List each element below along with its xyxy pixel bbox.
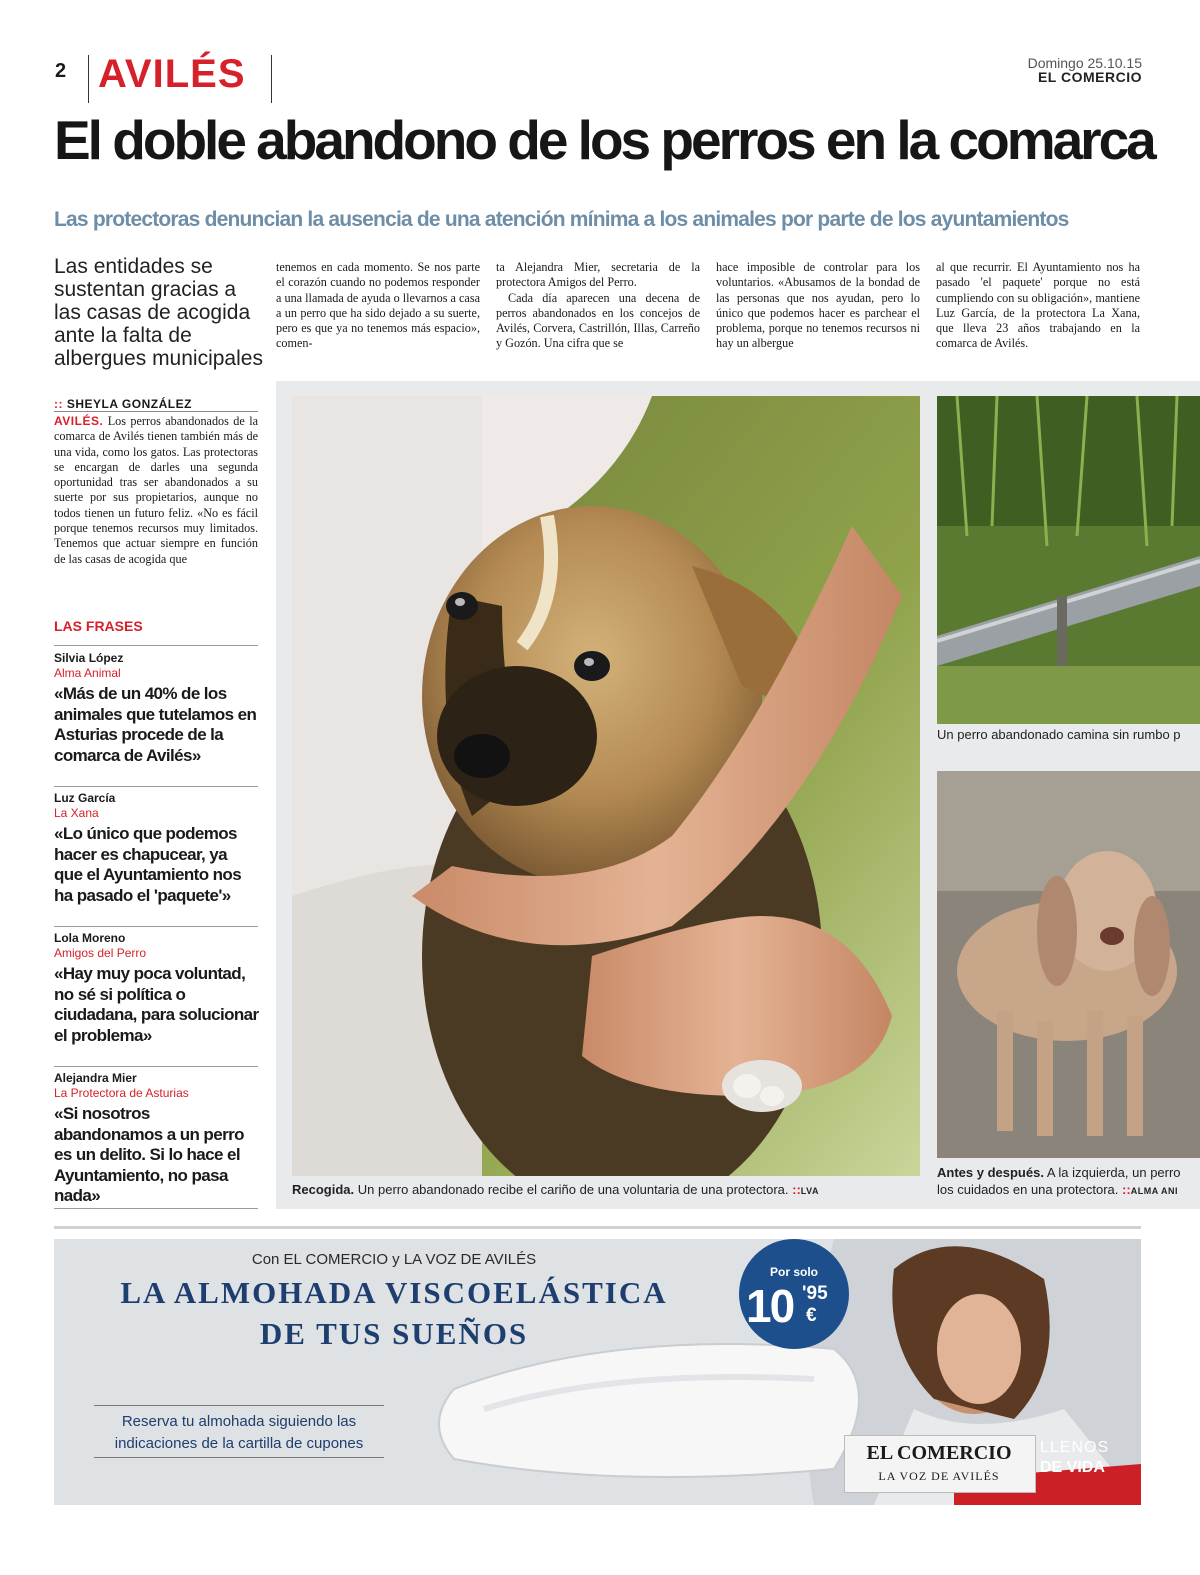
quote-rule: [54, 645, 258, 646]
ad-title-line1: LA ALMOHADA VISCOELÁSTICA: [120, 1275, 668, 1310]
byline-author: SHEYLA GONZÁLEZ: [66, 397, 192, 411]
headline: El doble abandono de los perros en la comarca: [54, 109, 1154, 171]
byline-rule: [54, 411, 258, 412]
ad-separator: [54, 1226, 1141, 1229]
quote-author: Lola Moreno: [54, 931, 126, 945]
quote-author: Alejandra Mier: [54, 1071, 137, 1085]
photo-caption-bottom-2: [937, 1182, 1200, 1197]
body-text: ta Alejandra Mier, secretaria de la protectora Amigos del Perro.: [496, 260, 700, 290]
main-photo-puppy: [292, 396, 920, 1176]
ad-slogan-line1: LLENOS: [1040, 1439, 1110, 1456]
quote-text: «Hay muy poca voluntad, no sé si política o ciudadana, para solucionar el problema»: [54, 964, 259, 1045]
ad-price-integer: 10: [746, 1280, 794, 1332]
body-text: hace imposible de controlar para los voluntarios. «Abusamos de la bondad de las personas que nos ayudan, pero lo único que podemos hacer es parchear el problema, porque no tenemos recursos ni hay un albergue: [716, 260, 920, 351]
body-text: tenemos en cada momento. Se nos parte el corazón cuando no podemos responder a una llamada de ayuda o llevarnos a casa a un perro que ha sido dejado a su suerte, pero es que ya no tenemos más espacio», comen-: [276, 260, 480, 351]
pillow-advertisement: [54, 1239, 1141, 1505]
caption-title: Recogida.: [292, 1182, 355, 1197]
photo-credit: ALMA ANI: [1130, 1186, 1179, 1196]
quote-organization: La Xana: [54, 806, 99, 820]
quote-author: Silvia López: [54, 651, 124, 665]
body-text: al que recurrir. El Ayuntamiento nos ha pasado 'el paquete' porque no está cumpliendo con su obligación», mantiene Luz García, de la protectora La Xana, que lleva 23 años trabajando en la comarca de Avilés.: [936, 260, 1140, 351]
issue-date: Domingo 25.10.15: [1027, 55, 1142, 71]
section-title: AVILÉS: [98, 52, 246, 96]
caption-text: los cuidados en una protectora.: [937, 1182, 1119, 1197]
quote-rule: [54, 1066, 258, 1067]
photo-caption-main: [292, 1182, 819, 1197]
ad-price-currency: €: [806, 1305, 817, 1326]
photo-credit: LVA: [800, 1186, 819, 1196]
quote-text: «Más de un 40% de los animales que tutelamos en Asturias procede de la comarca de Avilés»: [54, 684, 257, 765]
ad-intro: Con EL COMERCIO y LA VOZ DE AVILÉS: [251, 1251, 537, 1268]
body-column-2: [276, 260, 480, 352]
ad-logo-main: EL COMERCIO: [866, 1442, 1012, 1464]
header-divider: [88, 55, 89, 103]
quote-organization: La Protectora de Asturias: [54, 1086, 189, 1100]
ad-reserve-line: indicaciones de la cartilla de cupones: [114, 1435, 364, 1452]
ad-price-label: Por solo: [769, 1265, 818, 1279]
header-divider: [271, 55, 272, 103]
photo-caption-top: Un perro abandonado camina sin rumbo p: [937, 727, 1181, 742]
page-number: 2: [55, 60, 67, 82]
quote-organization: Alma Animal: [54, 666, 121, 680]
body-column-3: [496, 260, 700, 352]
quote-rule: [54, 926, 258, 927]
quote-rule: [54, 786, 258, 787]
quote-text: «Si nosotros abandonamos a un perro es un delito. Si lo hace el Ayuntamiento, no pasa nada»: [54, 1104, 244, 1205]
ad-rule: [94, 1405, 384, 1406]
lead-summary: Las entidades se sustentan gracias a las casas de acogida ante la falta de albergues municipales: [54, 255, 263, 370]
body-column-5: [936, 260, 1140, 352]
ad-title-line2: DE TUS SUEÑOS: [259, 1316, 529, 1351]
quote-organization: Amigos del Perro: [54, 946, 147, 960]
body-text: Cada día aparecen una decena de perros abandonados en los concejos de Avilés, Corvera, Castrillón, Illas, Carreño y Gozón. Una cifra que se: [496, 290, 700, 351]
newspaper-name: EL COMERCIO: [1037, 69, 1142, 85]
credit-dots: ::: [1122, 1182, 1131, 1197]
photo-dog-before: [937, 771, 1200, 1158]
body-column-4: [716, 260, 920, 352]
photo-dog-roadside: [937, 396, 1200, 724]
quote-text: «Lo único que podemos hacer es chapucear, ya que el Ayuntamiento nos ha pasado el 'paquete'»: [54, 824, 242, 905]
caption-title: Antes y después.: [937, 1165, 1044, 1180]
dateline-city: AVILÉS.: [54, 414, 104, 428]
quote-rule: [54, 1208, 258, 1209]
ad-logo-sub: LA VOZ DE AVILÉS: [878, 1469, 1000, 1483]
subheadline: Las protectoras denuncian la ausencia de una atención mínima a los animales por parte de los ayuntamientos: [54, 208, 1069, 231]
ad-slogan-line2: DE VIDA: [1040, 1459, 1105, 1476]
ad-reserve-text: [94, 1411, 384, 1455]
ad-price-decimal: '95: [802, 1283, 828, 1304]
byline: [54, 397, 192, 411]
caption-text: A la izquierda, un perro: [1046, 1165, 1181, 1180]
photo-caption-bottom: [937, 1165, 1200, 1180]
body-column-1: [54, 414, 258, 567]
byline-dots: ::: [54, 397, 63, 411]
quote-author: Luz García: [54, 791, 116, 805]
ad-reserve-line: Reserva tu almohada siguiendo las: [121, 1413, 357, 1430]
ad-rule: [94, 1457, 384, 1458]
body-text: Los perros abandonados de la comarca de Avilés tienen también más de una vida, como los gatos. Las protectoras se encargan de darles una segunda oportunidad tras ser abandonados a su suerte por sus propietarios, aunque no todos tienen un futuro feliz. «No es fácil porque tenemos recursos muy limitados. Tenemos que actuar siempre en función de las casas de acogida que: [54, 414, 258, 566]
credit-dots: ::: [792, 1182, 801, 1197]
caption-text: Un perro abandonado recibe el cariño de una voluntaria de una protectora.: [357, 1182, 789, 1197]
quotes-title: LAS FRASES: [54, 618, 143, 634]
